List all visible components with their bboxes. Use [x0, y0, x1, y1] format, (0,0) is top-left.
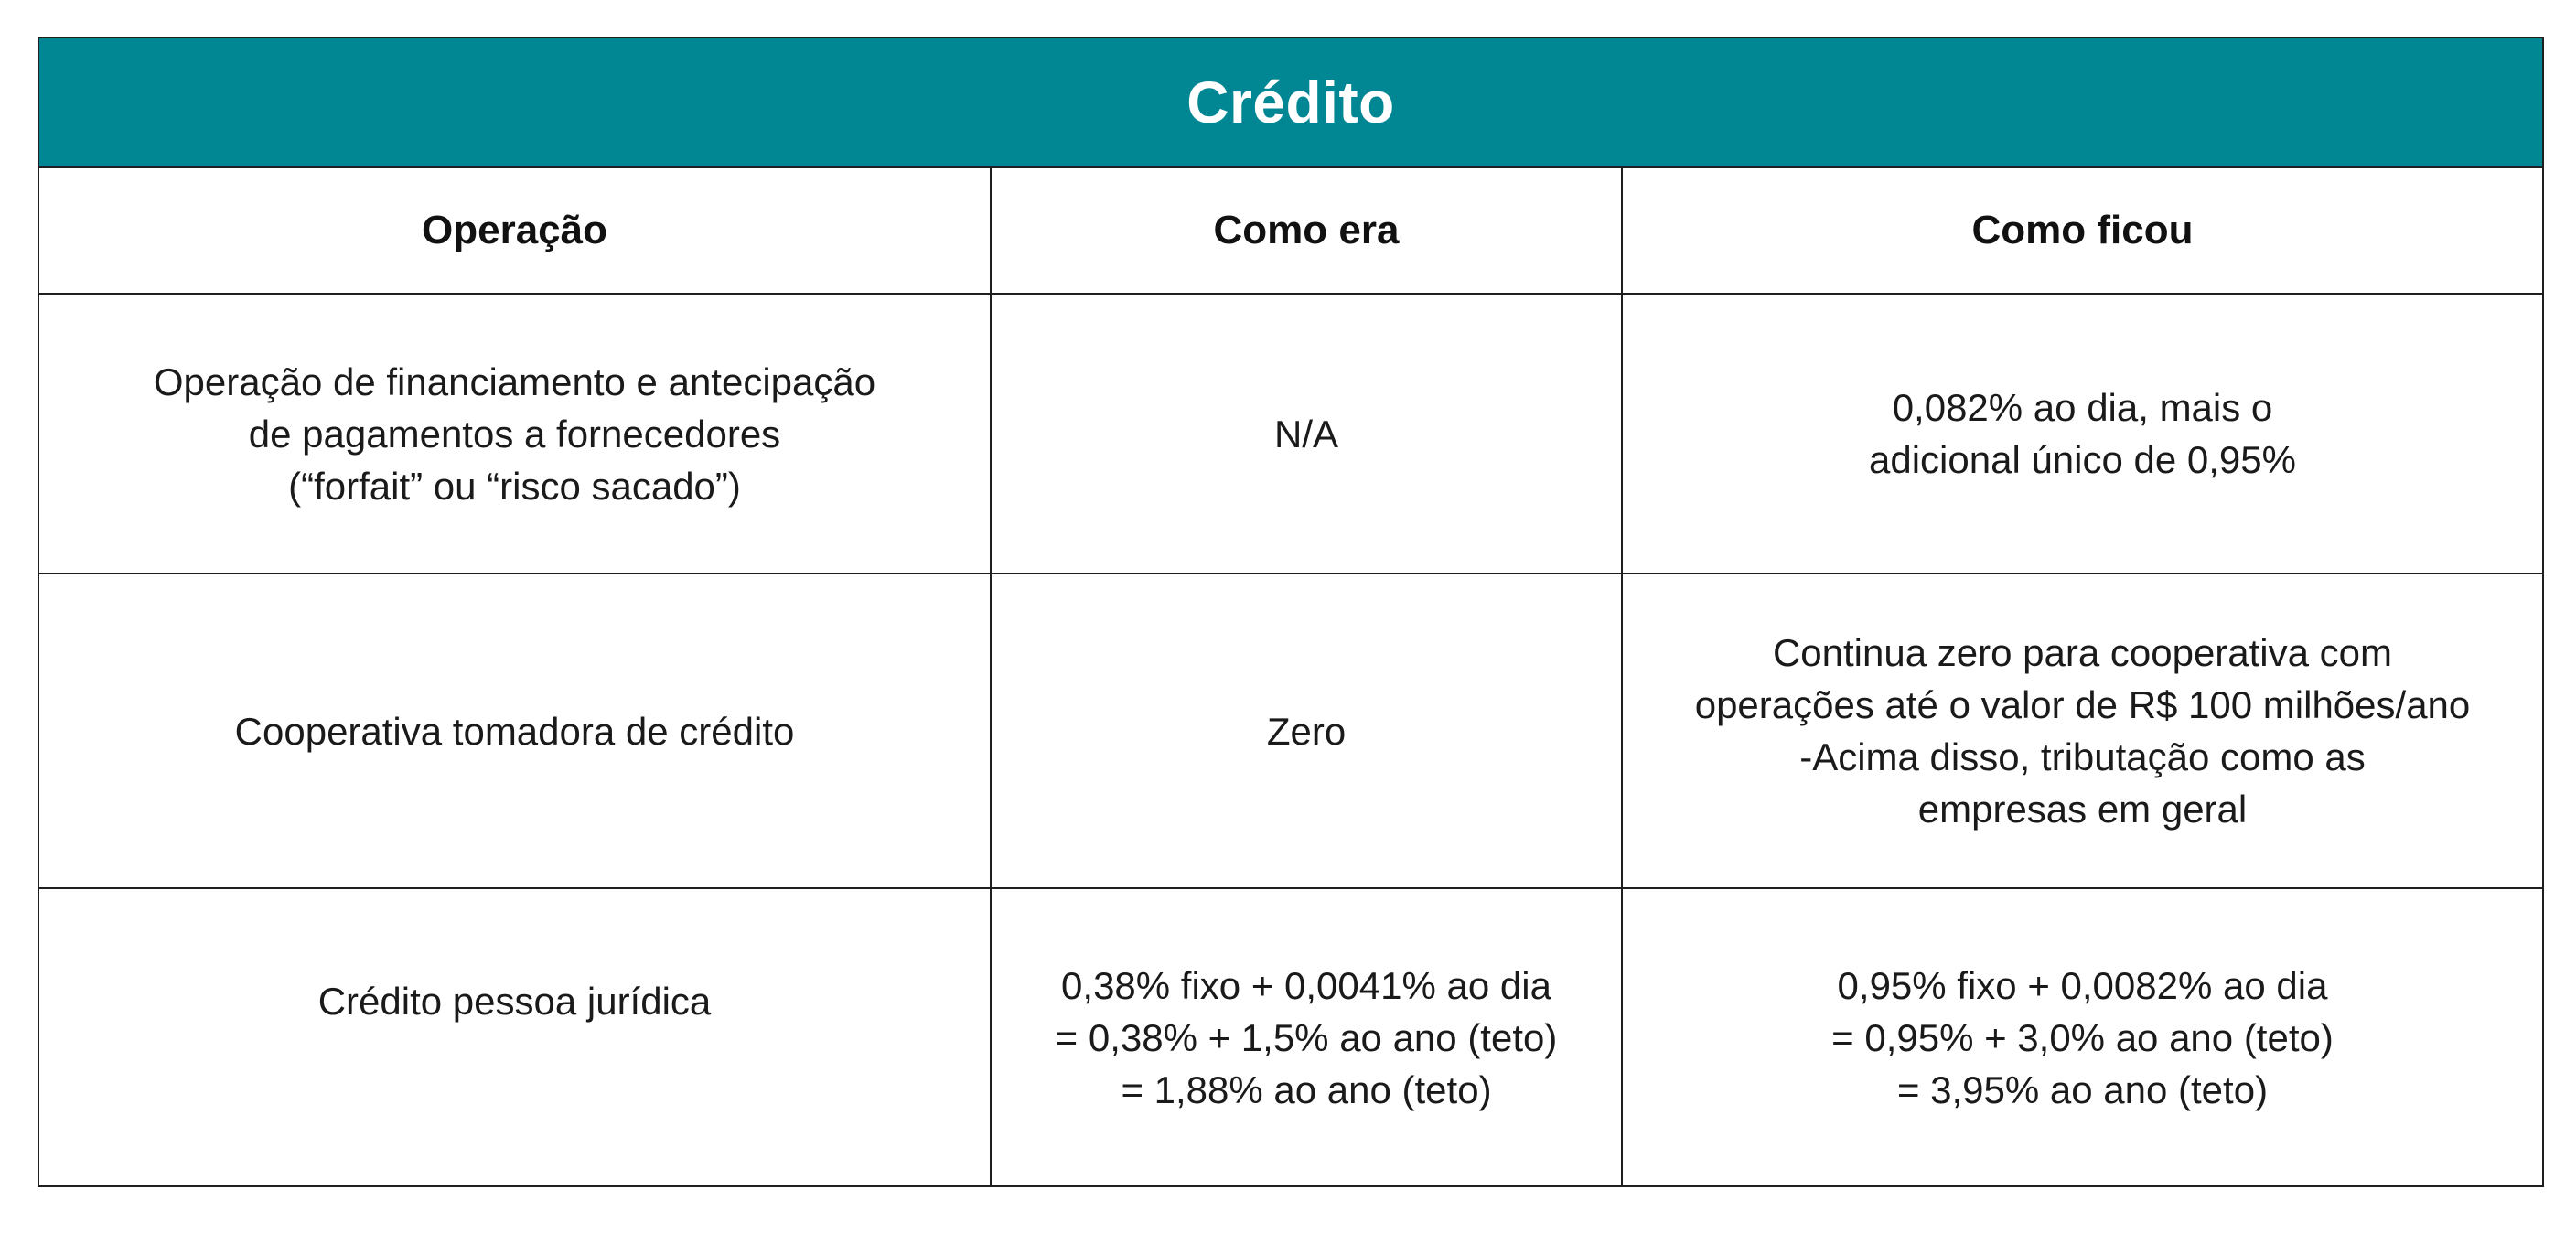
- header-operation: Operação: [39, 166, 992, 293]
- row-2-after-line-1: Continua zero para cooperativa com: [1772, 631, 2393, 674]
- row-3-after-line-2: = 0,95% + 3,0% ao ano (teto): [1831, 1015, 2334, 1059]
- row-3-after-line-3: = 3,95% ao ano (teto): [1896, 1067, 2269, 1111]
- row-3-after-line-1: 0,95% fixo + 0,0082% ao dia: [1837, 963, 2328, 1007]
- row-2-after: [1623, 573, 2542, 887]
- row-3-operation: [39, 887, 992, 1185]
- table-title: Crédito: [39, 38, 2542, 166]
- row-3-after: [1623, 887, 2542, 1185]
- row-1-operation-line-3: (“forfait” ou “risco sacado”): [288, 464, 741, 508]
- header-after: Como ficou: [1623, 166, 2542, 293]
- row-1-after-line-2: adicional único de 0,95%: [1868, 438, 2296, 481]
- row-1-operation-line-1: Operação de financiamento e antecipação: [153, 359, 876, 403]
- row-1-before: [992, 293, 1623, 573]
- row-3-before-line-1: 0,38% fixo + 0,0041% ao dia: [1061, 963, 1551, 1007]
- row-2-after-line-2: operações até o valor de R$ 100 milhões/ano: [1694, 683, 2471, 726]
- row-1-before-line-1: N/A: [1273, 412, 1338, 456]
- row-1-operation: [39, 293, 992, 573]
- credit-table: [38, 37, 2544, 1187]
- row-2-before-line-1: Zero: [1266, 709, 1347, 753]
- row-2-before: [992, 573, 1623, 887]
- row-3-before: [992, 887, 1623, 1185]
- row-1-after-line-1: 0,082% ao dia, mais o: [1892, 386, 2273, 429]
- row-3-before-line-3: = 1,88% ao ano (teto): [1121, 1067, 1492, 1111]
- row-2-after-line-4: empresas em geral: [1917, 788, 2248, 831]
- row-3-before-line-2: = 0,38% + 1,5% ao ano (teto): [1055, 1015, 1558, 1059]
- header-before: Como era: [992, 166, 1623, 293]
- row-3-operation-line-1: Crédito pessoa jurídica: [317, 979, 712, 1023]
- row-2-after-line-3: -Acima disso, tributação como as: [1799, 735, 2366, 778]
- row-2-operation: [39, 573, 992, 887]
- row-1-after: [1623, 293, 2542, 573]
- row-1-operation-line-2: de pagamentos a fornecedores: [248, 412, 781, 456]
- row-2-operation-line-1: Cooperativa tomadora de crédito: [234, 709, 795, 753]
